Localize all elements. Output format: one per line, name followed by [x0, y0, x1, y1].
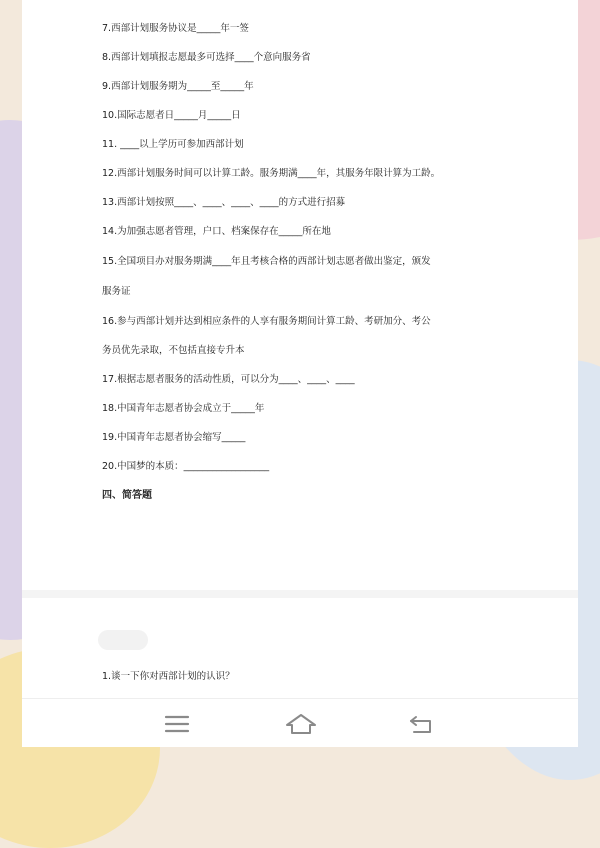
- section-heading: 四、简答题: [102, 490, 152, 501]
- menu-icon: [164, 713, 190, 735]
- question-text: 西部计划服务时间可以计算工龄。服务期满____年，其服务年限计算为工龄。: [117, 168, 441, 179]
- question-number: 12.: [102, 168, 118, 179]
- question-number: 17.: [102, 374, 118, 385]
- question-text: 国际志愿者日_____月_____日: [117, 110, 241, 121]
- question-number: 18.: [102, 403, 118, 414]
- menu-button[interactable]: [164, 713, 190, 735]
- question-text: 西部计划按照____、____、____、____的方式进行招募: [117, 197, 346, 208]
- question-text: 西部计划服务期为_____至_____年: [111, 81, 254, 92]
- question-number: 10.: [102, 110, 118, 121]
- question-number: 11.: [102, 139, 118, 150]
- question-15-continued: [102, 286, 131, 298]
- question-text: 参与西部计划并达到相应条件的人享有服务期间计算工龄、考研加分、考公: [117, 316, 431, 327]
- question-number: 7.: [102, 23, 112, 34]
- faded-placeholder-pill: [98, 630, 148, 650]
- question-12: [102, 168, 440, 180]
- question-number: 20.: [102, 461, 118, 472]
- question-18: [102, 403, 264, 415]
- question-19: [102, 432, 245, 444]
- home-icon: [285, 713, 317, 735]
- question-16-continued: [102, 345, 245, 357]
- short-answer-question-1: 1.谈一下你对西部计划的认识？: [102, 671, 235, 682]
- bottom-navigation-bar: [22, 698, 578, 747]
- question-8: [102, 52, 311, 64]
- question-number: 14.: [102, 226, 118, 237]
- question-text: 全国项目办对服务期满____年且考核合格的西部计划志愿者做出鉴定，颁发: [117, 256, 431, 267]
- question-text: 中国青年志愿者协会成立于_____年: [117, 403, 265, 414]
- question-16: [102, 316, 431, 328]
- question-17: [102, 374, 355, 386]
- question-9: [102, 81, 254, 93]
- question-number: 15.: [102, 256, 118, 267]
- question-text: 务员优先录取，不包括直接专升本: [102, 345, 245, 356]
- question-14: [102, 226, 331, 238]
- question-text: ____以上学历可参加西部计划: [117, 139, 244, 150]
- question-15: [102, 256, 431, 268]
- question-number: 19.: [102, 432, 118, 443]
- question-13: [102, 197, 345, 209]
- question-number: 16.: [102, 316, 118, 327]
- question-text: 西部计划填报志愿最多可选择____个意向服务省: [111, 52, 311, 63]
- question-11: [102, 139, 244, 151]
- question-10: [102, 110, 241, 122]
- question-text: 服务证: [102, 286, 131, 297]
- question-number: 9.: [102, 81, 112, 92]
- back-button[interactable]: [408, 713, 434, 735]
- question-20: [102, 461, 269, 473]
- question-text: 为加强志愿者管理，户口、档案保存在_____所在地: [117, 226, 331, 237]
- question-text: 中国青年志愿者协会缩写_____: [117, 432, 246, 443]
- question-text: 中国梦的本质：__________________: [117, 461, 270, 472]
- question-text: 根据志愿者服务的活动性质，可以分为____、____、____: [117, 374, 355, 385]
- page-divider: [22, 590, 578, 598]
- question-number: 13.: [102, 197, 118, 208]
- question-text: 西部计划服务协议是_____年一签: [111, 23, 249, 34]
- question-7: [102, 23, 249, 35]
- question-number: 8.: [102, 52, 112, 63]
- back-icon: [408, 713, 434, 735]
- home-button[interactable]: [285, 713, 317, 735]
